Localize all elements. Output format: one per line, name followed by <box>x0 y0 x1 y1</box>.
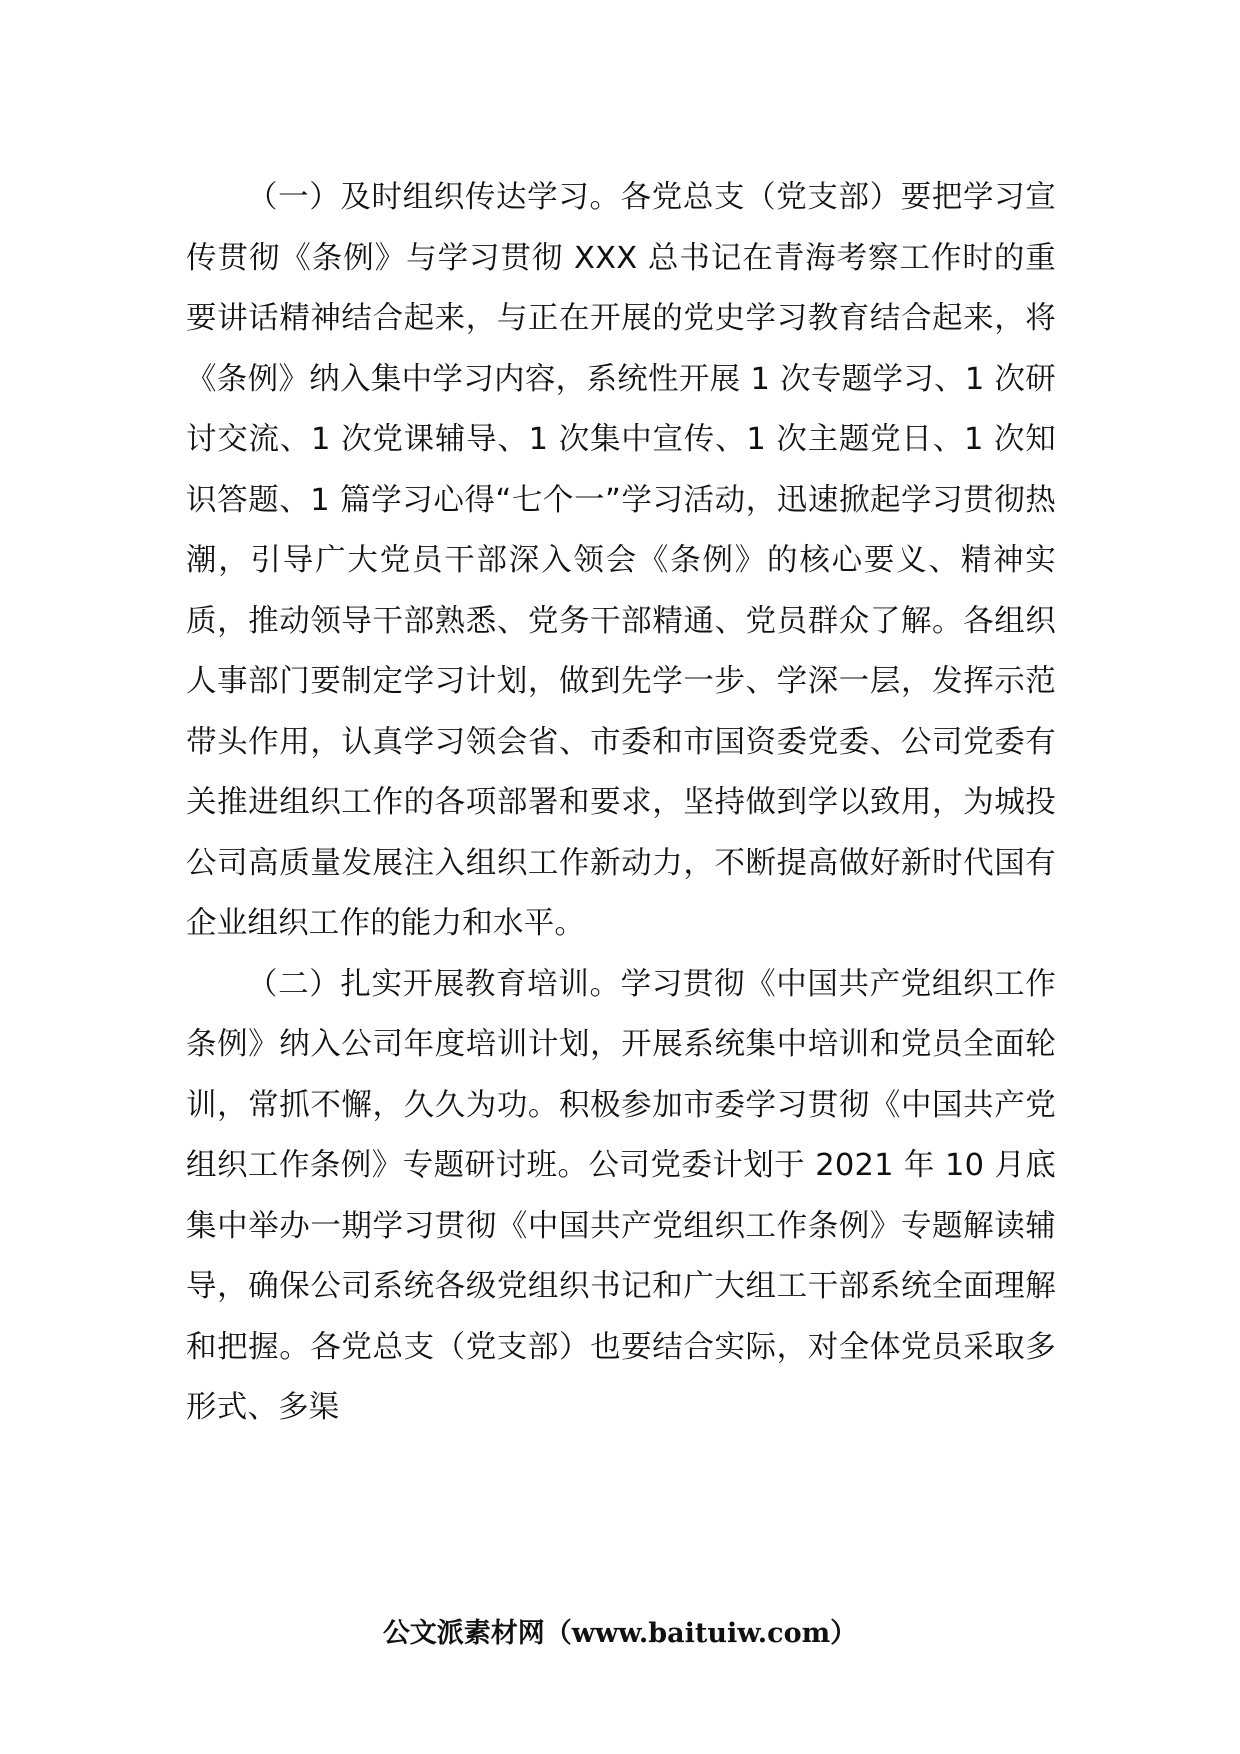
paragraph-1: （一）及时组织传达学习。各党总支（党支部）要把学习宣传贯彻《条例》与学习贯彻 XXX 总书记在青海考察工作时的重要讲话精神结合起来，与正在开展的党史学习教育结合起来，将《条例》纳入集中学习内容，系统性开展 1 次专题学习、1 次研讨交流、1 次党课辅导、1 次集中宣传、1 次主题党日、1 次知识答题、1 篇学习心得“七个一”学习活动，迅速掀起学习贯彻热潮，引导广大党员干部深入领会《条例》的核心要义、精神实质，推动领导干部熟悉、党务干部精通、党员群众了解。各组织人事部门要制定学习计划，做到先学一步、学深一层，发挥示范带头作用，认真学习领会省、市委和市国资委党委、公司党委有关推进组织工作的各项部署和要求，坚持做到学以致用，为城投公司高质量发展注入组织工作新动力，不断提高做好新时代国有企业组织工作的能力和水平。 <box>186 180 1056 941</box>
footer-watermark: 公文派素材网（www.baituiw.com） <box>382 1618 858 1649</box>
document-body <box>186 168 1056 1439</box>
paragraph-2: （二）扎实开展教育培训。学习贯彻《中国共产党组织工作条例》纳入公司年度培训计划，开展系统集中培训和党员全面轮训，常抓不懈，久久为功。积极参加市委学习贯彻《中国共产党组织工作条例》专题研讨班。公司党委计划于 2021 年 10 月底集中举办一期学习贯彻《中国共产党组织工作条例》专题解读辅导，确保公司系统各级党组织书记和广大组工干部系统全面理解和把握。各党总支（党支部）也要结合实际，对全体党员采取多形式、多渠 <box>186 966 1056 1425</box>
